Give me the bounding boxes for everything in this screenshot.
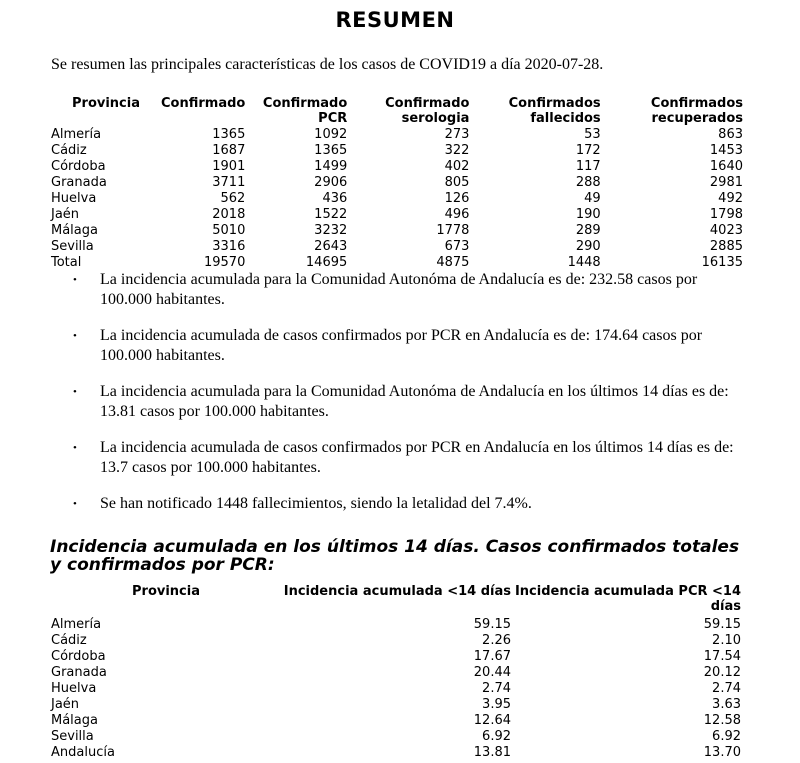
value-cell: 863 (718, 127, 743, 142)
value-cell: 3232 (314, 223, 348, 238)
value-cell: 402 (444, 159, 470, 174)
value-cell: 290 (575, 239, 601, 254)
value-cell: 4875 (436, 255, 470, 270)
table-row (51, 745, 741, 761)
value-cell: 19570 (203, 255, 246, 270)
value-cell: 1499 (314, 159, 348, 174)
table-row (51, 681, 741, 697)
province-cell: Almería (51, 617, 102, 632)
province-cell: Almería (51, 127, 102, 142)
value-cell: 126 (444, 191, 470, 206)
incidence-header-ia14-pcr: Incidencia acumulada PCR <14 días (514, 584, 741, 614)
incidence-header-row (51, 584, 741, 617)
list-item (73, 438, 739, 478)
summary-header-recuperados: Confirmados recuperados (650, 96, 743, 126)
intro-paragraph: Se resumen las principales características de los casos de COVID19 a día 2020-07-28. (51, 56, 604, 73)
section-heading: Incidencia acumulada en los últimos 14 días. Casos confirmados totales y confirmados por PCR: (50, 537, 740, 575)
province-cell: Córdoba (51, 159, 106, 174)
province-cell: Huelva (51, 191, 97, 206)
value-cell: 273 (444, 127, 470, 142)
value-cell: 1448 (567, 255, 601, 270)
value-cell: 3316 (212, 239, 246, 254)
province-cell: Jaén (51, 697, 80, 712)
table-row (51, 223, 743, 239)
table-row (51, 633, 741, 649)
list-item (73, 270, 739, 310)
bullet-icon: • (73, 498, 77, 510)
value-cell: 5010 (212, 223, 246, 238)
table-row (51, 713, 741, 729)
table-row (51, 255, 743, 271)
value-cell: 562 (220, 191, 246, 206)
summary-header-confirmado-serologia: Confirmado serologia (385, 96, 470, 126)
summary-header-row (51, 96, 743, 127)
value-cell: 1453 (709, 143, 743, 158)
value-cell: 172 (575, 143, 601, 158)
province-cell: Sevilla (51, 239, 94, 254)
value-cell: 2018 (212, 207, 246, 222)
value-cell: 1640 (709, 159, 743, 174)
value-cell: 2.74 (482, 681, 511, 696)
province-cell: Málaga (51, 713, 98, 728)
summary-table-body (51, 127, 743, 271)
value-cell: 16135 (701, 255, 743, 270)
list-item-text: La incidencia acumulada de casos confirmados por PCR en Andalucía es de: 174.64 casos por 100.000 habitantes. (100, 327, 703, 364)
value-cell: 2643 (314, 239, 348, 254)
province-cell: Cádiz (51, 633, 87, 648)
value-cell: 1687 (212, 143, 246, 158)
incidence-header-provincia: Provincia (132, 584, 200, 599)
table-row (51, 207, 743, 223)
value-cell: 12.58 (703, 713, 741, 728)
value-cell: 6.92 (482, 729, 511, 744)
value-cell: 14695 (305, 255, 348, 270)
value-cell: 190 (575, 207, 601, 222)
value-cell: 13.81 (473, 745, 511, 760)
list-item-text: La incidencia acumulada para la Comunidad Autonóma de Andalucía es de: 232.58 casos por 100.000 habitantes. (100, 271, 698, 308)
table-row (51, 239, 743, 255)
value-cell: 1365 (314, 143, 348, 158)
list-item-text: La incidencia acumulada para la Comunidad Autonóma de Andalucía en los últimos 14 días es de: 13.81 casos por 100.000 habitantes. (100, 383, 729, 420)
value-cell: 20.12 (703, 665, 741, 680)
value-cell: 17.54 (703, 649, 741, 664)
value-cell: 12.64 (473, 713, 511, 728)
value-cell: 6.92 (712, 729, 741, 744)
value-cell: 805 (444, 175, 470, 190)
value-cell: 2.26 (482, 633, 511, 648)
value-cell: 1365 (212, 127, 246, 142)
province-cell: Sevilla (51, 729, 94, 744)
list-item (73, 382, 739, 422)
incidence-header-ia14: Incidencia acumulada <14 días (283, 584, 511, 599)
page-title: RESUMEN (335, 8, 455, 32)
value-cell: 49 (584, 191, 601, 206)
province-cell: Huelva (51, 681, 97, 696)
value-cell: 59.15 (473, 617, 511, 632)
table-row (51, 729, 741, 745)
province-cell: Cádiz (51, 143, 87, 158)
table-row (51, 617, 741, 633)
value-cell: 2885 (709, 239, 743, 254)
table-row (51, 159, 743, 175)
summary-table (51, 96, 743, 271)
list-item-text: Se han notificado 1448 fallecimientos, siendo la letalidad del 7.4%. (100, 495, 532, 512)
value-cell: 2981 (709, 175, 743, 190)
bullet-icon: • (73, 274, 77, 286)
value-cell: 2.10 (712, 633, 741, 648)
value-cell: 322 (444, 143, 470, 158)
value-cell: 288 (575, 175, 601, 190)
value-cell: 1798 (709, 207, 743, 222)
value-cell: 2.74 (712, 681, 741, 696)
summary-header-fallecidos: Confirmados fallecidos (508, 96, 601, 126)
bullet-icon: • (73, 442, 77, 454)
findings-list (73, 270, 739, 530)
list-item-text: La incidencia acumulada de casos confirmados por PCR en Andalucía en los últimos 14 días es de: 13.7 casos por 100.000 habitantes. (100, 439, 734, 476)
list-item (73, 494, 739, 514)
value-cell: 3711 (212, 175, 246, 190)
value-cell: 492 (718, 191, 743, 206)
value-cell: 673 (444, 239, 470, 254)
summary-header-confirmado: Confirmado (161, 96, 246, 111)
incidence-table-body (51, 617, 741, 761)
table-row (51, 697, 741, 713)
summary-header-provincia: Provincia (72, 96, 140, 111)
value-cell: 13.70 (703, 745, 741, 760)
value-cell: 1778 (436, 223, 470, 238)
value-cell: 17.67 (473, 649, 511, 664)
bullet-icon: • (73, 330, 77, 342)
value-cell: 59.15 (703, 617, 741, 632)
table-row (51, 143, 743, 159)
table-row (51, 665, 741, 681)
value-cell: 20.44 (473, 665, 511, 680)
value-cell: 2906 (314, 175, 348, 190)
value-cell: 1092 (314, 127, 348, 142)
summary-header-confirmado-pcr: Confirmado PCR (262, 96, 348, 126)
table-row (51, 175, 743, 191)
province-cell: Granada (51, 175, 107, 190)
table-row (51, 191, 743, 207)
table-row (51, 127, 743, 143)
incidence-table (51, 584, 741, 761)
province-cell: Andalucía (51, 745, 115, 760)
value-cell: 3.63 (712, 697, 741, 712)
province-cell: Total (51, 255, 82, 270)
value-cell: 436 (322, 191, 348, 206)
bullet-icon: • (73, 386, 77, 398)
province-cell: Málaga (51, 223, 98, 238)
value-cell: 53 (584, 127, 601, 142)
value-cell: 289 (575, 223, 601, 238)
province-cell: Córdoba (51, 649, 106, 664)
value-cell: 1522 (314, 207, 348, 222)
value-cell: 117 (575, 159, 601, 174)
table-row (51, 649, 741, 665)
value-cell: 4023 (709, 223, 743, 238)
province-cell: Granada (51, 665, 107, 680)
list-item (73, 326, 739, 366)
value-cell: 3.95 (482, 697, 511, 712)
value-cell: 1901 (212, 159, 246, 174)
value-cell: 496 (444, 207, 470, 222)
province-cell: Jaén (51, 207, 80, 222)
